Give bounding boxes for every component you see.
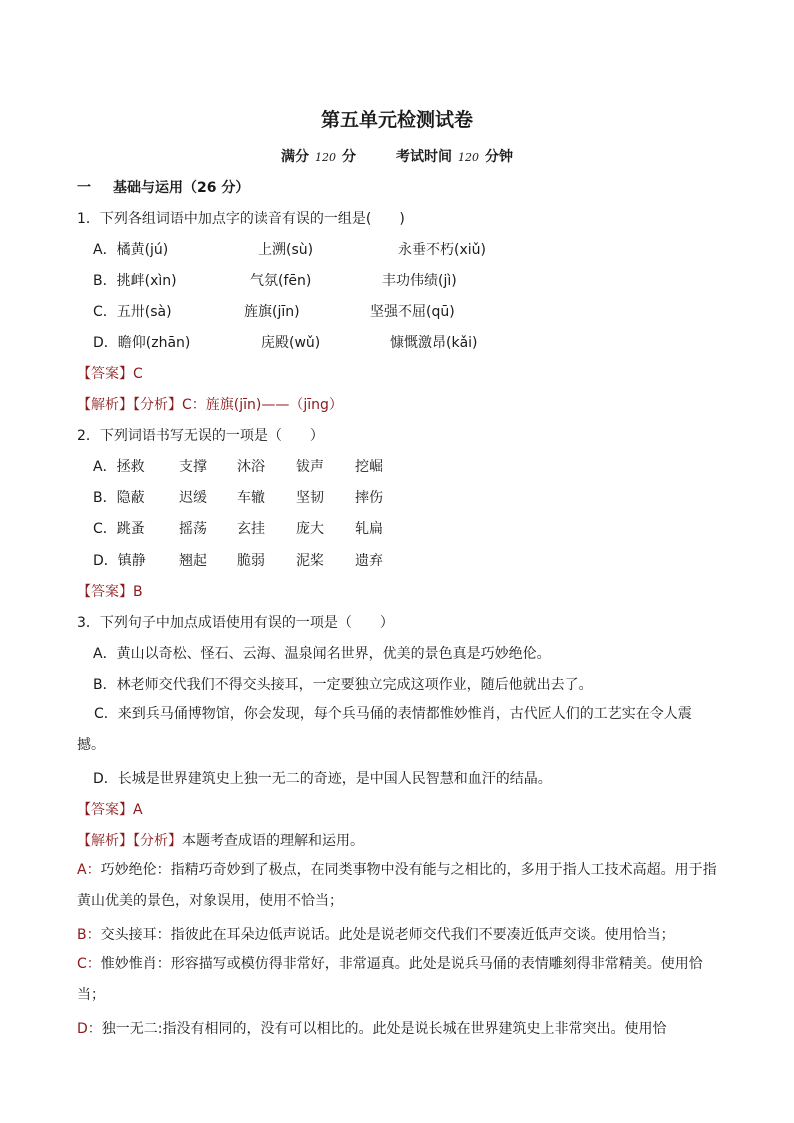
section-title: 基础与运用（26 分）	[113, 180, 250, 196]
q2-option-b-5: 摔伤	[355, 490, 383, 506]
q2-option-b-3: 车辙	[237, 490, 265, 506]
full-score-unit: 分	[342, 149, 356, 165]
page-title: 第五单元检测试卷	[320, 109, 473, 131]
q1-option-a-1: A．橘黄(jú)	[93, 242, 169, 258]
explanation-text: 巧妙绝伦：指精巧奇妙到了极点，在同类事物中没有能与之相比的，多用于指人工技术高超。用于指黄山优美的景色，对象误用，使用不恰当；	[77, 862, 717, 909]
exam-time-label: 考试时间	[396, 149, 452, 165]
q3-explanation-d	[77, 1018, 667, 1038]
q2-option-d-3: 脆弱	[237, 553, 265, 569]
q2-option-c-2: 摇荡	[179, 521, 207, 537]
explanation-text: 交头接耳：指彼此在耳朵边低声说话。此处是说老师交代我们不要凑近低声交谈。使用恰当；	[100, 927, 675, 943]
q1-option-c-3: 坚强不屈(qū)	[370, 304, 455, 320]
analysis-text: C：旌旗(jīn)——（jīng）	[182, 397, 343, 413]
full-score-value: 120	[315, 151, 336, 164]
q2-option-c-4: 庞大	[296, 521, 324, 537]
q3-stem: 3．下列句子中加点成语使用有误的一项是（ ）	[77, 615, 394, 631]
q2-option-a-4: 钹声	[296, 459, 324, 475]
section-heading	[77, 177, 249, 197]
q2-option-a-3: 沐浴	[237, 459, 265, 475]
q2-option-d-2: 翘起	[179, 553, 207, 569]
answer-tag: 【答案】	[77, 366, 133, 382]
exam-time-unit: 分钟	[485, 149, 513, 165]
q1-option-d-2: 庑殿(wǔ)	[261, 335, 321, 351]
q1-stem: 1．下列各组词语中加点字的读音有误的一组是( )	[77, 211, 405, 227]
q2-option-d-4: 泥桨	[296, 553, 324, 569]
q1-answer	[77, 363, 143, 383]
explanation-label: A：	[77, 862, 101, 878]
q2-option-d-1: D．镇静	[93, 553, 146, 569]
answer-value: C	[133, 366, 143, 382]
q1-analysis	[77, 394, 343, 414]
q2-stem: 2．下列词语书写无误的一项是（ ）	[77, 428, 324, 444]
q2-option-c-1: C．跳蚤	[93, 521, 145, 537]
explanation-text: 惟妙惟肖：形容描写或模仿得非常好，非常逼真。此处是说兵马俑的表情雕刻得非常精美。使用恰当；	[77, 956, 703, 1003]
q3-analysis	[77, 830, 364, 850]
q2-option-a-2: 支撑	[179, 459, 207, 475]
q3-explanation-c	[77, 949, 717, 1011]
q2-option-b-4: 坚韧	[296, 490, 324, 506]
q3-answer	[77, 799, 143, 819]
exam-time-value: 120	[458, 151, 479, 164]
answer-value: A	[133, 802, 143, 818]
explanation-label: C：	[77, 956, 101, 972]
q1-option-d-1: D．瞻仰(zhān)	[93, 335, 191, 351]
explanation-label: B：	[77, 927, 101, 943]
analysis-tag: 【解析】【分析】	[77, 833, 182, 849]
q1-option-b-1: B．挑衅(xìn)	[93, 273, 177, 289]
q2-option-c-3: 玄挂	[237, 521, 265, 537]
full-score-label: 满分	[281, 149, 309, 165]
explanation-text: 独一无二:指没有相同的，没有可以相比的。此处是说长城在世界建筑史上非常突出。使用恰	[101, 1021, 667, 1037]
q1-option-c-1: C．五卅(sà)	[93, 304, 172, 320]
q1-option-c-2: 旌旗(jīn)	[244, 304, 300, 320]
q2-option-d-5: 遗弃	[355, 553, 383, 569]
answer-tag: 【答案】	[77, 584, 133, 600]
q3-option-d: D．长城是世界建筑史上独一无二的奇迹，是中国人民智慧和血汗的结晶。	[93, 771, 552, 787]
q3-option-b: B．林老师交代我们不得交头接耳，一定要独立完成这项作业，随后他就出去了。	[93, 677, 593, 693]
q2-option-b-1: B．隐蔽	[93, 490, 145, 506]
q2-answer	[77, 581, 143, 601]
q1-option-d-3: 慷慨激昂(kǎi)	[390, 335, 478, 351]
q1-option-a-3: 永垂不朽(xiǔ)	[398, 242, 486, 258]
q3-explanation-a	[77, 855, 717, 917]
answer-tag: 【答案】	[77, 802, 133, 818]
answer-value: B	[133, 584, 143, 600]
q1-option-b-2: 气氛(fēn)	[250, 273, 312, 289]
q2-option-a-1: A．拯救	[93, 459, 145, 475]
q1-option-a-2: 上溯(sù)	[258, 242, 314, 258]
q2-option-c-5: 轧扁	[355, 521, 383, 537]
explanation-label: D：	[77, 1021, 102, 1037]
section-number: 一	[77, 180, 91, 196]
q1-option-b-3: 丰功伟绩(jì)	[382, 273, 457, 289]
q3-option-a: A．黄山以奇松、怪石、云海、温泉闻名世界，优美的景色真是巧妙绝伦。	[93, 646, 551, 662]
analysis-text: 本题考查成语的理解和运用。	[182, 833, 364, 849]
analysis-tag: 【解析】【分析】	[77, 397, 182, 413]
q2-option-a-5: 挖崛	[355, 459, 383, 475]
q3-option-c: C．来到兵马俑博物馆，你会发现，每个兵马俑的表情都惟妙惟肖，古代匠人们的工艺实在令人震撼。	[77, 706, 692, 753]
exam-info	[0, 146, 794, 166]
q3-explanation-b	[77, 924, 675, 944]
q2-option-b-2: 迟缓	[179, 490, 207, 506]
